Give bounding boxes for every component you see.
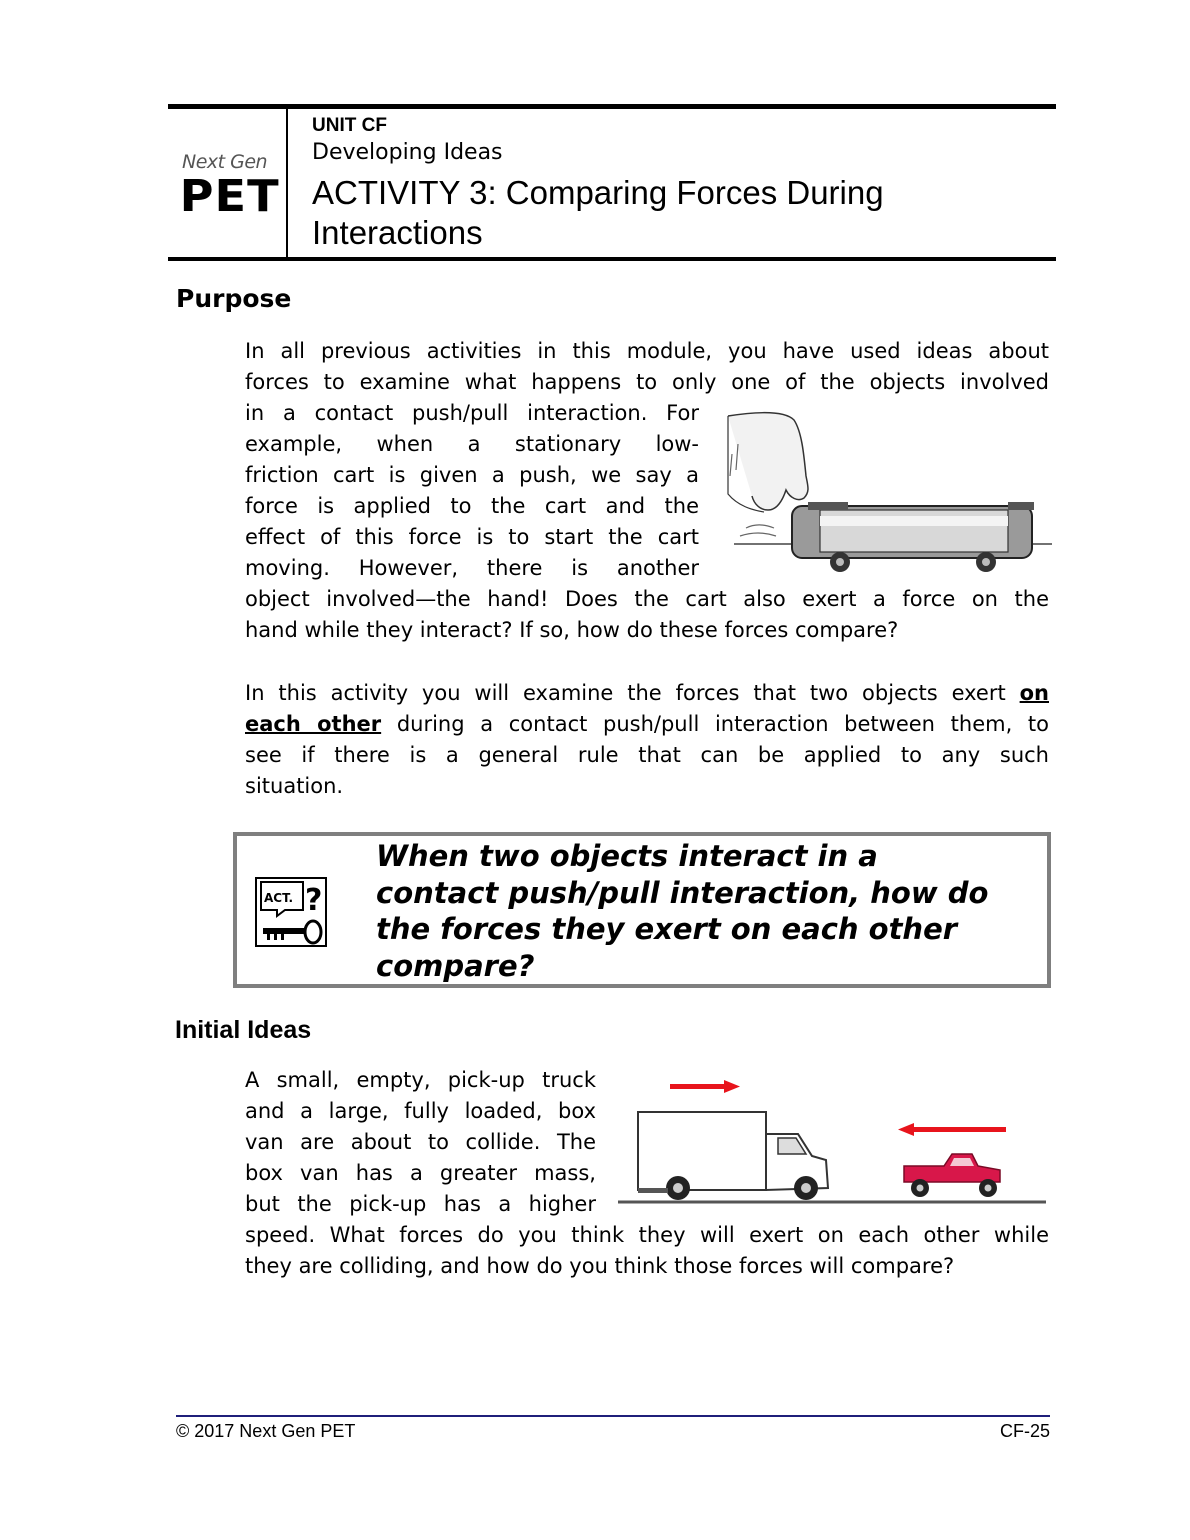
text-line: In all previous activities in this module, you have used ideas about <box>245 339 1049 363</box>
hand-pushing-cart-illustration <box>724 410 1054 576</box>
footer-page-number: CF-25 <box>999 1421 1050 1441</box>
text-line: in a contact push/pull interaction. For <box>245 401 699 425</box>
text-line <box>245 709 1049 740</box>
p2-mid: during a contact push/pull interaction between them, to <box>396 712 1050 736</box>
text-line: effect of this force is to start the cart <box>245 525 699 549</box>
activity-header <box>168 104 1056 261</box>
p2-start: In this activity you will examine the forces that two objects exert <box>245 681 1006 705</box>
pickup-truck-icon <box>904 1154 1000 1197</box>
text-line: and a large, fully loaded, box <box>245 1099 596 1123</box>
text-line: see if there is a general rule that can be applied to any such <box>245 743 1049 767</box>
key-question-line: the forces they exert on each other <box>376 912 958 946</box>
arrow-right-icon <box>670 1080 740 1093</box>
logo-pet: PET <box>179 171 280 222</box>
logo <box>168 109 288 257</box>
text-line: force is applied to the cart and the <box>245 494 699 518</box>
text-line: speed. What forces do you think they will exert on each other while <box>245 1223 1049 1247</box>
key-question-box <box>233 832 1051 988</box>
activity-title-line-2: Interactions <box>312 214 483 251</box>
truck-collision-illustration <box>616 1072 1048 1212</box>
arrow-left-icon <box>898 1123 1006 1136</box>
text-line: example, when a stationary low- <box>245 432 699 456</box>
text-line: A small, empty, pick-up truck <box>245 1068 596 1092</box>
key-question-line: contact push/pull interaction, how do <box>376 875 989 910</box>
text-line <box>245 678 1049 709</box>
text-line: but the pick-up has a higher <box>245 1192 596 1216</box>
text-line: they are colliding, and how do you think those forces will compare? <box>245 1254 955 1278</box>
logo-next-gen: Next Gen <box>182 151 268 173</box>
footer-divider <box>176 1415 1050 1417</box>
text-line: van are about to collide. The <box>245 1130 596 1154</box>
text-line: hand while they interact? If so, how do these forces compare? <box>245 618 899 642</box>
purpose-heading: Purpose <box>176 284 292 313</box>
key-question-line: When two objects interact in a <box>376 839 878 873</box>
section-label: Developing Ideas <box>312 140 503 165</box>
text-line: object involved—the hand! Does the cart also exert a force on the <box>245 587 1049 611</box>
purpose-paragraph-2 <box>245 678 1049 802</box>
activity-title-line-1: ACTIVITY 3: Comparing Forces During <box>312 174 884 211</box>
title-block <box>312 115 1052 253</box>
key-question-line: compare? <box>376 948 535 983</box>
text-line: forces to examine what happens to only one of the objects involved <box>245 370 1049 394</box>
text-line: friction cart is given a push, we say a <box>245 463 699 487</box>
svg-text:?: ? <box>305 883 323 918</box>
initial-ideas-heading: Initial Ideas <box>175 1016 312 1044</box>
footer-copyright: © 2017 Next Gen PET <box>176 1421 356 1441</box>
activity-title <box>312 173 1052 253</box>
box-van-icon <box>638 1112 828 1200</box>
emphasis-each-other: each other <box>245 712 382 736</box>
emphasis-on: on <box>1019 681 1049 705</box>
key-question-icon <box>255 876 329 950</box>
text-line: box van has a greater mass, <box>245 1161 596 1185</box>
unit-label: UNIT CF <box>312 115 387 136</box>
icon-act-label: ACT. <box>264 891 294 905</box>
text-line: situation. <box>245 774 344 798</box>
text-line: moving. However, there is another <box>245 556 699 580</box>
key-question-text <box>376 838 1042 984</box>
